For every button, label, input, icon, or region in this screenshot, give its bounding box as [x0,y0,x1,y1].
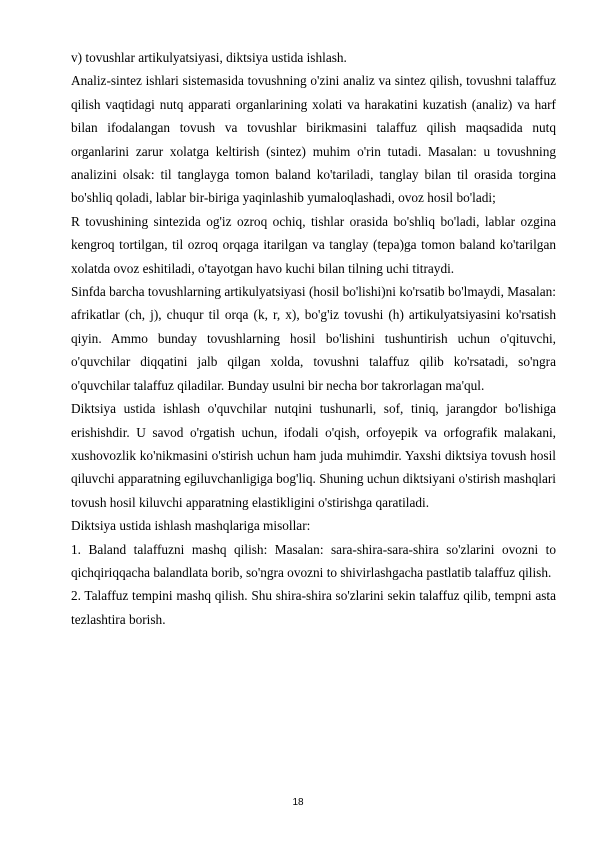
paragraph-classroom-articulation: Sinfda barcha tovushlarning artikulyatsiyasi (hosil bo'lishi)ni ko'rsatib bo'lmaydi, Masalan: afrikatlar (ch, j), chuqur til orqa (k, r, x), bo'g'iz tovushi (h) artikulyatsiyasini ko'rsatish qiyin. Ammo bunday tovushlarning hosil bo'lishini tushuntirish uchun o'qituvchi, o'quvchilar diqqatini jalb qilgan xolda, tovushni talaffuz qilib ko'rsatadi, so'ngra o'quvchilar talaffuz qiladilar. Bunday usulni bir necha bor takrorlagan ma'qul. [71,284,556,393]
paragraph-exercise-1: 1. Baland talaffuzni mashq qilish: Masalan: sara-shira-sara-shira so'zlarini ovozni to qichqiriqqacha balandlata borib, so'ngra ovozni to shivirlashgacha pastlatib talaffuz qilish. [71,541,556,580]
paragraph-articulation-heading: v) tovushlar artikulyatsiyasi, diktsiya ustida ishlash. [71,50,347,65]
page-number: 18 [292,797,304,808]
document-body [71,46,556,631]
paragraph-r-synthesis: R tovushining sintezida og'iz ozroq ochiq, tishlar orasida bo'shliq bo'ladi, lablar ozgina kengroq tortilgan, til ozroq orqaga itarilgan va tanglay (tepa)ga tomon baland ko'tarilgan xolatda ovoz eshitiladi, o'tayotgan havo kuchi bilan tilning uchi titraydi. [71,213,556,276]
paragraph-analysis-synthesis: Analiz-sintez ishlari sistemasida tovushning o'zini analiz va sintez qilish, tovushni talaffuz qilish vaqtidagi nutq apparati organlarining xolati va harakatini kuzatish (analiz) va harf bilan ifodalangan tovush va tovushlar birikmasini talaffuz qilish maqsadida nutq organlarini zarur xolatga keltirish (sintez) muhim o'rin tutadi. Masalan: u tovushning analizini olsak: til tanglayga tomon baland ko'tariladi, tanglay bilan til orasida torgina bo'shliq qoladi, lablar bir-biriga yaqinlashib yumaloqlashadi, ovoz hosil bo'ladi; [71,73,556,206]
paragraph-exercise-2: 2. Talaffuz tempini mashq qilish. Shu shira-shira so'zlarini sekin talaffuz qilib, tempni asta tezlashtira borish. [71,588,556,627]
paragraph-exercise-examples-heading: Diktsiya ustida ishlash mashqlariga misollar: [71,518,311,534]
paragraph-diction-work: Diktsiya ustida ishlash o'quvchilar nutqini tushunarli, sof, tiniq, jarangdor bo'lishiga erishishdir. U savod o'rgatish uchun, ifodali o'qish, orfoyepik va orfografik malakani, xushovozlik ko'nikmasini o'stirish uchun ham juda muhimdir. Yaxshi diktsiya tovush hosil qiluvchi apparatning egiluvchanligiga bog'liq. Shuning uchun diktsiyani o'stirish mashqlari tovush hosil kiluvchi apparatning elastikligini o'stirishga qaratiladi. [71,401,556,510]
